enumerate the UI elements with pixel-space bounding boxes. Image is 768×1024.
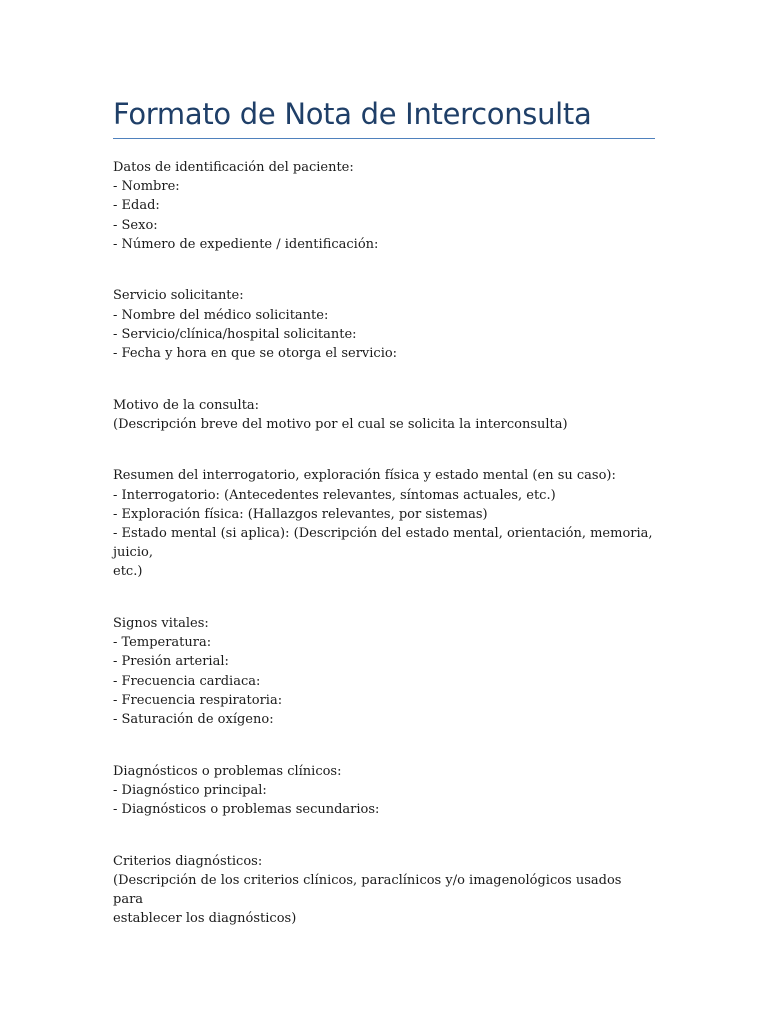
section-line: - Diagnósticos o problemas secundarios:: [113, 802, 380, 818]
section-line: - Nombre del médico solicitante:: [113, 307, 329, 323]
document-section: [113, 762, 655, 820]
section-line: - Nombre:: [113, 179, 180, 195]
title-divider: [113, 138, 655, 139]
section-heading: Motivo de la consulta:: [113, 397, 260, 413]
section-line: etc.): [113, 564, 143, 580]
document-title: Formato de Nota de Interconsulta: [113, 97, 592, 131]
section-heading: Servicio solicitante:: [113, 288, 244, 304]
document-page: [113, 92, 655, 961]
section-line: - Frecuencia cardiaca:: [113, 673, 261, 689]
section-heading: Criterios diagnósticos:: [113, 853, 263, 869]
section-heading: Resumen del interrogatorio, exploración física y estado mental (en su caso):: [113, 468, 616, 484]
section-heading: Datos de identificación del paciente:: [113, 160, 354, 175]
section-line: - Servicio/clínica/hospital solicitante:: [113, 326, 357, 342]
section-line: - Fecha y hora en que se otorga el servicio:: [113, 346, 398, 362]
section-line: - Exploración física: (Hallazgos relevantes, por sistemas): [113, 506, 488, 522]
section-line: - Edad:: [113, 198, 160, 214]
document-section: [113, 396, 655, 434]
section-line: - Saturación de oxígeno:: [113, 712, 274, 728]
document-section: [113, 158, 655, 254]
section-line: - Sexo:: [113, 217, 158, 233]
section-line: - Diagnóstico principal:: [113, 782, 267, 798]
section-heading: Signos vitales:: [113, 616, 209, 632]
section-line: establecer los diagnósticos): [113, 911, 297, 927]
section-line: - Interrogatorio: (Antecedentes relevantes, síntomas actuales, etc.): [113, 487, 556, 503]
document-section: [113, 286, 655, 363]
section-line: - Número de expediente / identificación:: [113, 236, 379, 252]
section-line: - Presión arterial:: [113, 654, 229, 670]
section-line: (Descripción de los criterios clínicos, paraclínicos y/o imagenológicos usados para: [113, 872, 626, 908]
section-line: - Temperatura:: [113, 635, 212, 651]
document-section: [113, 466, 655, 581]
section-heading: Diagnósticos o problemas clínicos:: [113, 763, 342, 779]
document-body: [113, 158, 655, 928]
section-line: - Estado mental (si aplica): (Descripción del estado mental, orientación, memoria, juicio,: [113, 526, 657, 561]
section-line: - Frecuencia respiratoria:: [113, 692, 283, 708]
document-section: [113, 614, 655, 729]
section-line: (Descripción breve del motivo por el cual se solicita la interconsulta): [113, 416, 568, 432]
document-section: [113, 852, 655, 929]
